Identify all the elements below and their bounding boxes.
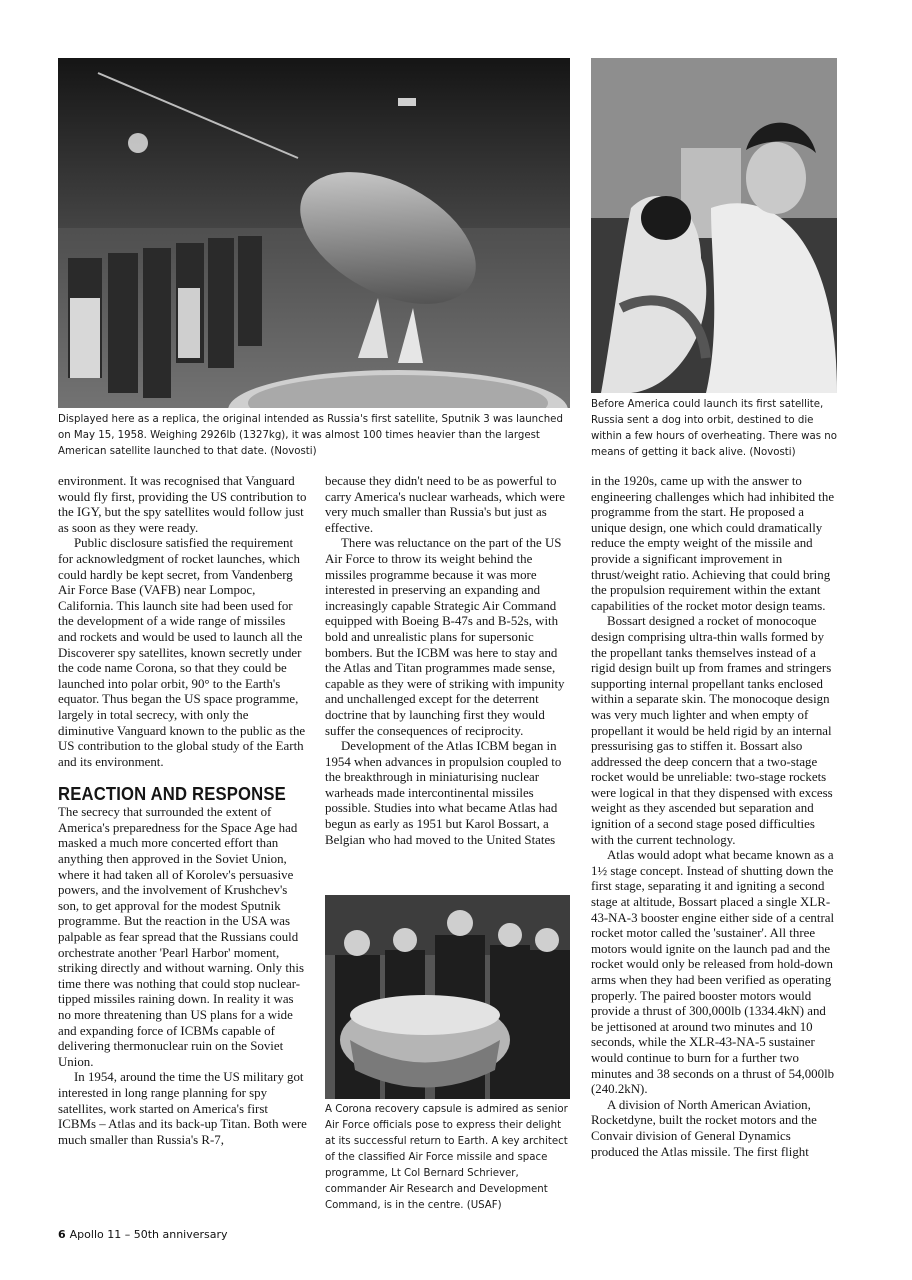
article-column-3 — [591, 474, 840, 1160]
page-footer — [58, 1228, 228, 1241]
page-number: 6 — [58, 1228, 66, 1241]
section-heading: REACTION AND RESPONSE — [58, 783, 286, 805]
dog-photo — [591, 58, 837, 393]
paragraph: A division of North American Aviation, Rocketdyne, built the rocket motors and the Convair division of General Dynamics produced the Atlas missile. The first flight — [591, 1097, 817, 1159]
paragraph: environment. It was recognised that Vanguard would fly first, providing the US contribution to the IGY, but the spy satellites would follow just as soon as they were ready. — [58, 474, 307, 535]
paragraph: There was reluctance on the part of the US Air Force to throw its weight behind the missiles programme because it was more interested in preserving an expanding and increasingly capable Strategic Air Command equipped with Boeing B-47s and B-52s, with bold and unrealistic plans for supersonic bombers. But the ICBM was here to stay and the Atlas and Titan programmes made sense, capable as they were of striking with impunity and unchallenged except for the deterrent doctrine that by launching first they would suffer the consequences of reciprocity. — [325, 536, 565, 738]
dog-caption: Before America could launch its first satellite, Russia sent a dog into orbit, destined to die within a few hours of overheating. There was no means of getting it back alive. (Novosti) — [591, 399, 837, 458]
paragraph: In 1954, around the time the US military got interested in long range planning for spy satellites, work started on America's first ICBMs – Atlas and its back-up Titan. Both were much smaller than Russia's R-7, — [58, 1070, 307, 1147]
sputnik-caption: Displayed here as a replica, the original intended as Russia's first satellite, Sputnik 3 was launched on May 15, 1958. Weighing 2926lb (1327kg), it was almost 100 times heavier than the largest American satellite launched to that date. (Novosti) — [58, 414, 563, 457]
paragraph: Bossart designed a rocket of monocoque design comprising ultra-thin walls formed by the propellant tanks themselves instead of a rigid design built up from frames and stringers supporting internal propellant tanks enclosed within a separate skin. The monocoque design was very much lighter and when empty of propellant it would be held rigid by an internal pressurising gas to stiffen it. Bossart also addressed the deep concern that a two-stage rocket would be unreliable: two-stage rockets were logical in that they dispensed with excess weight as they ascended but separation and ignition of a second stage posed difficulties with the current technology. — [591, 614, 833, 847]
paragraph: Development of the Atlas ICBM began in 1954 when advances in propulsion coupled to the breakthrough in miniaturising nuclear warheads made intercontinental missiles possible. Studies into what became Atlas had begun as early as 1951 but Karol Bossart, a Belgian who had moved to the United States — [325, 739, 562, 847]
paragraph: in the 1920s, came up with the answer to engineering challenges which had inhibited the programme from the start. He proposed a unique design, one which could dramatically reduce the empty weight of the missile and provide a significant improvement in thrust/weight ratio. Achieving that could bring the propulsion requirement within the extant capabilities of the rocket motor design teams. — [591, 474, 835, 613]
article-column-1 — [58, 474, 307, 1148]
paragraph: because they didn't need to be as powerful to carry America's nuclear warheads, which were very much smaller than Russia's but just as effective. — [325, 474, 565, 535]
paragraph: The secrecy that surrounded the extent of America's preparedness for the Space Age had masked a much more concerted effort than anything then approved in the Soviet Union, where it had taken all of Korolev's persuasive powers, and the involvement of Krushchev's son, to get approval for the modest Sputnik programme. But the reaction in the USA was palpable as fear spread that the Russians could orchestrate another 'Pearl Harbor' moment, striking directly and without warning. Only this time there was nothing that could stop nuclear-tipped missiles raining down. In reality it was no more threatening than US plans for a wide and expanding force of ICBMs capable of delivering thermonuclear ruin on the Soviet Union. — [58, 805, 304, 1069]
article-column-2 — [325, 474, 570, 848]
paragraph: Public disclosure satisfied the requirement for acknowledgment of rocket launches, which could hardly be kept secret, from Vandenberg Air Force Base (VAFB) near Lompoc, California. This launch site had been used for the development of a wide range of missiles and rockets and would be used to launch all the Discoverer spy satellites, known secretly under the code name Corona, so that they could be launched into polar orbit, 90° to the Earth's equator. Thus began the US space programme, largely in total secrecy, with only the diminutive Vanguard known to the public as the US contribution to the global study of the Earth and its environment. — [58, 536, 306, 769]
corona-caption: A Corona recovery capsule is admired as senior Air Force officials pose to express their delight at its successful return to Earth. A key architect of the classified Air Force missile and space programme, Lt Col Bernard Schriever, commander Air Research and Development Command, is in the centre. (USAF) — [325, 1104, 568, 1211]
publication-title: Apollo 11 – 50th anniversary — [69, 1228, 228, 1241]
paragraph: Atlas would adopt what became known as a 1½ stage concept. Instead of shutting down the first stage, separating it and igniting a second stage at altitude, Bossart placed a single XLR-43-NA-3 booster engine either side of a central rocket motor called the 'sustainer'. All three motors would ignite on the launch pad and the rocket would only be released from hold-down arms when they had been verified as operating properly. The paired booster motors would provide a thrust of 300,000lb (1334.4kN) and be jettisoned at around two minutes and 10 seconds, while the XLR-43-NA-5 sustainer would continue to burn for a further two minutes and 38 seconds on a thrust of 54,000lb (240.2kN). — [591, 848, 835, 1097]
sputnik-photo — [58, 58, 570, 408]
corona-capsule-photo — [325, 895, 570, 1099]
